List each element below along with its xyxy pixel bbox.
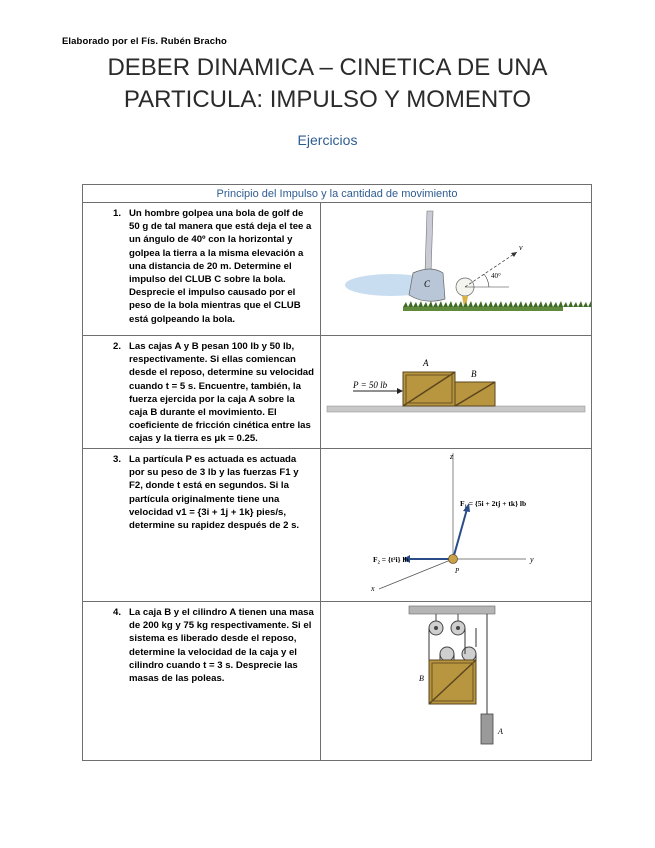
table-row bbox=[83, 336, 592, 449]
y-label: y bbox=[530, 555, 534, 564]
particle-p bbox=[449, 555, 458, 564]
title-line-2: PARTICULA: IMPULSO Y MOMENTO bbox=[123, 86, 532, 113]
problem-number: 2. bbox=[112, 341, 121, 352]
angle-label: 40° bbox=[491, 272, 501, 280]
table-row bbox=[83, 602, 592, 761]
problem-text: La partícula P es actuada es actuada por su peso de 3 lb y las fuerzas F1 y F2, donde t está en segundos. Si la partícula originalmente tiene una velocidad v1 = {3i + 1j + 1k} pies/s, determine su rapidez después de 2 s. bbox=[129, 454, 300, 532]
crate-a-label: A bbox=[423, 358, 429, 368]
particle-figure bbox=[321, 449, 591, 596]
crate-b-label: B bbox=[471, 369, 477, 379]
velocity-label: v bbox=[519, 243, 523, 252]
grass-strip bbox=[403, 307, 563, 311]
page-title bbox=[0, 52, 655, 116]
problem-cell bbox=[83, 602, 321, 761]
problem-number: 1. bbox=[112, 208, 121, 219]
figure-cell bbox=[321, 449, 592, 602]
figure-cell bbox=[321, 336, 592, 449]
ceiling-support bbox=[409, 606, 495, 614]
force-label: P = 50 lb bbox=[353, 380, 388, 390]
problem-text: Un hombre golpea una bola de golf de 50 g de tal manera que está deja el tee a un ángulo de 40º con la horizontal y golpea la tierra a la misma elevación a una distancia de 20 m. Determine el impulso del CLUB C sobre la bola. Desprecie el impulso causado por el peso de la bola mientras que el CLUB está golpeando la bola. bbox=[129, 208, 312, 325]
pulley-lower-right bbox=[462, 647, 476, 661]
problem-text: La caja B y el cilindro A tienen una masa de 200 kg y 75 kg respectivamente. Si el sistema es liberado desde el reposo, determine la velocidad de la caja y el cilindro cuando t = 3 s. Desprecie las masas de las poleas. bbox=[129, 607, 314, 685]
problem-text: Las cajas A y B pesan 100 lb y 50 lb, respectivamente. Si ellas comiencan desde el reposo, determine su velocidad cuando t = 5 s. Encuentre, también, la fuerza ejercida por la caja A sobre la caja B durante el movimiento. El coeficiente de fricción cinética entre las cajas y la tierra es μk = 0.25. bbox=[129, 341, 315, 445]
pulley-figure bbox=[321, 602, 591, 755]
table-heading-row bbox=[83, 185, 592, 203]
page-subtitle: Ejercicios bbox=[297, 132, 358, 148]
problem-number: 4. bbox=[112, 607, 121, 618]
grass-blades bbox=[403, 301, 591, 307]
velocity-arrowhead bbox=[511, 252, 517, 257]
title-line-1: DEBER DINAMICA – CINETICA DE UNA bbox=[107, 54, 548, 81]
f1-vector bbox=[453, 509, 467, 559]
pulley-lower-left bbox=[440, 647, 454, 661]
exercise-table bbox=[82, 184, 592, 761]
table-row bbox=[83, 203, 592, 336]
problem-cell bbox=[83, 449, 321, 602]
club-label: C bbox=[424, 279, 431, 289]
problem-number: 3. bbox=[112, 454, 121, 465]
problem-cell bbox=[83, 203, 321, 336]
table-heading: Principio del Impulso y la cantidad de movimiento bbox=[83, 185, 592, 203]
golf-figure bbox=[321, 203, 591, 330]
figure-cell bbox=[321, 203, 592, 336]
problem-cell bbox=[83, 336, 321, 449]
x-label: x bbox=[371, 584, 375, 593]
author-line: Elaborado por el Fís. Rubén Bracho bbox=[62, 36, 227, 47]
angle-arc bbox=[484, 274, 489, 287]
table-row bbox=[83, 449, 592, 602]
pulley-axle bbox=[456, 626, 460, 630]
cylinder-a-label: A bbox=[498, 727, 503, 736]
f2-label: F₂ = {t²i} lb bbox=[373, 555, 409, 564]
ground bbox=[327, 406, 585, 412]
club-shaft bbox=[425, 211, 433, 273]
crate-b-label: B bbox=[419, 674, 424, 683]
figure-cell bbox=[321, 602, 592, 761]
f1-label: F₁ = {5i + 2tj + tk} lb bbox=[460, 499, 527, 508]
z-label: z bbox=[450, 452, 454, 461]
p-label: P bbox=[455, 567, 460, 575]
velocity-line bbox=[465, 252, 517, 287]
cylinder-a bbox=[481, 714, 493, 744]
pulley-axle bbox=[434, 626, 438, 630]
force-arrowhead bbox=[397, 388, 403, 394]
crates-figure bbox=[321, 336, 591, 443]
